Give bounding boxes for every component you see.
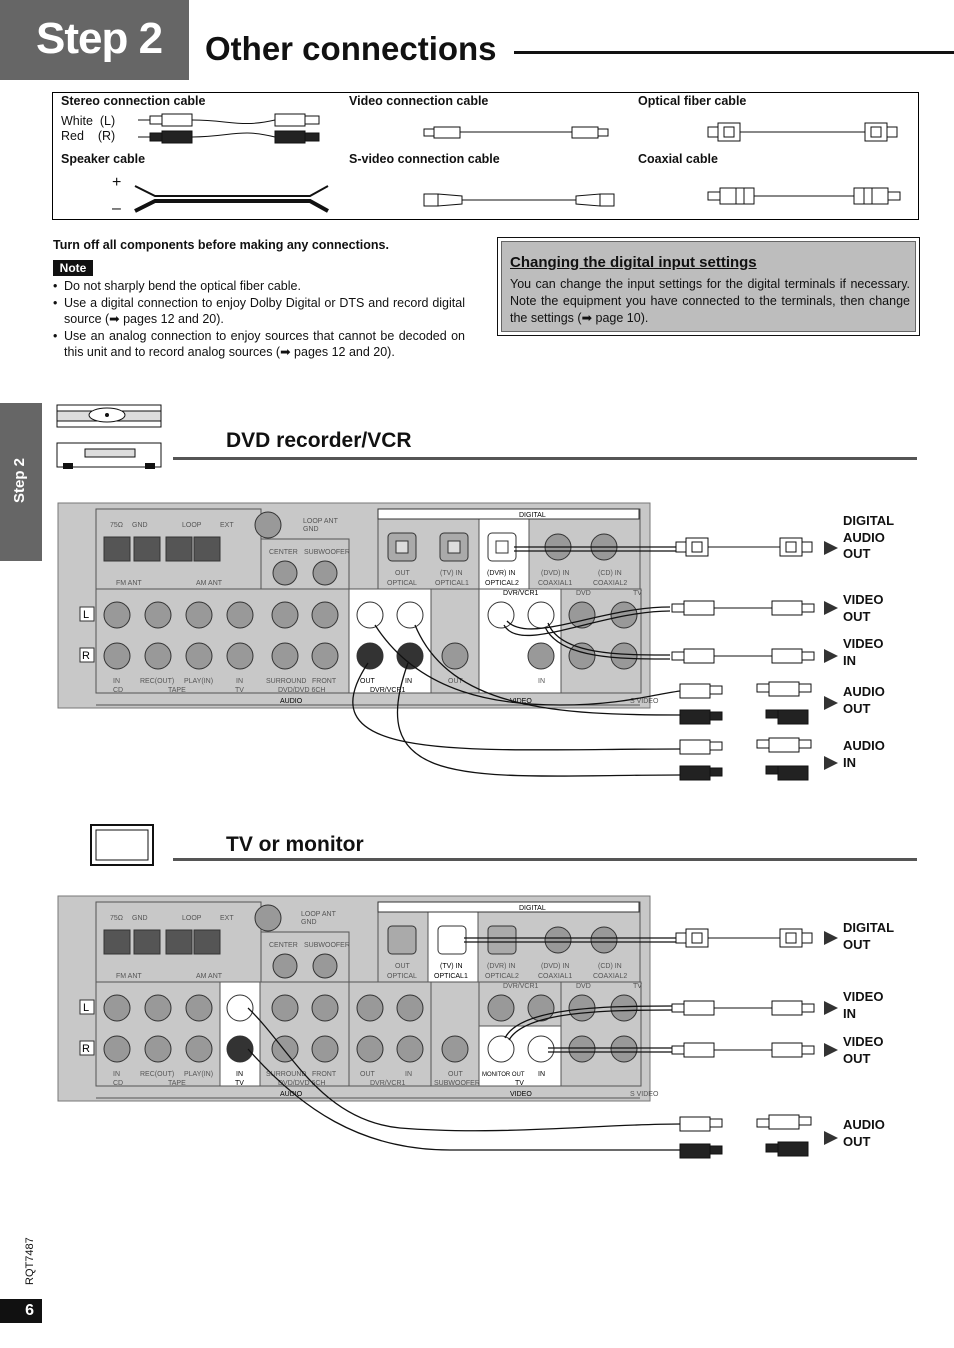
rec-out-label-2: REC(OUT): [140, 1071, 175, 1078]
digital-header-2: DIGITAL: [519, 905, 546, 912]
speaker-plus: +: [112, 174, 122, 191]
cd-group-label-2: CD: [113, 1080, 124, 1087]
dvr-out-label: OUT: [360, 678, 375, 685]
play-in-label: PLAY(IN): [184, 678, 214, 685]
dvr-in-jack-label-2: IN: [405, 1071, 412, 1078]
dvr-out-label-2: OUT: [360, 1071, 375, 1078]
loop-ant-label-2: LOOP ANT: [301, 911, 336, 918]
loop-ant-label: LOOP ANT: [303, 518, 338, 525]
ext-label-2: EXT: [220, 915, 234, 922]
front-label-2: FRONT: [312, 1071, 337, 1078]
optical-cable-title: Optical fiber cable: [638, 94, 747, 108]
video-out-label: VIDEO OUT: [843, 592, 884, 624]
left-channel-label: L: [83, 609, 90, 621]
surround-label-2: SURROUND: [266, 1071, 307, 1078]
warning-text: Turn off all components before making any connections.: [53, 238, 389, 252]
dvr-vcr-audio-label: DVR/VCR1: [370, 687, 406, 694]
tv-monitor-icon: [89, 823, 157, 869]
dvd-video-label-2: DVD: [576, 983, 591, 990]
tape-group-label-2: TAPE: [168, 1080, 186, 1087]
dvr-in-jack-label: IN: [405, 678, 412, 685]
cable-illustrations: [0, 0, 954, 230]
loop-label: LOOP: [182, 522, 202, 529]
tv-video-out-label: VIDEO OUT: [843, 1034, 884, 1066]
step-badge-text: Step 2: [36, 14, 163, 63]
digital-audio-out-label: DIGITAL AUDIO OUT: [843, 513, 895, 561]
note-list: [53, 278, 465, 361]
tv-video-in-label: VIDEO IN: [843, 989, 884, 1021]
cd-in-jack-label: IN: [113, 678, 120, 685]
cd-in-label-2: (CD) IN: [598, 963, 622, 970]
cd-in-label: (CD) IN: [598, 570, 622, 577]
optical2-label-2: OPTICAL2: [485, 973, 519, 980]
cd-group-label: CD: [113, 687, 124, 694]
dvr-vcr1-video-label: DVR/VCR1: [503, 590, 539, 597]
tv-video-group-label-2: TV: [515, 1080, 524, 1087]
tape-group-label: TAPE: [168, 687, 186, 694]
section2-rule: [173, 858, 917, 861]
optical1-label: OPTICAL1: [435, 580, 469, 587]
document-code: RQT7487: [24, 1237, 36, 1285]
dvd-recorder-connection-diagram: [0, 495, 954, 795]
stereo-cable-illustration: [138, 114, 319, 143]
tv-in-label: (TV) IN: [440, 570, 463, 577]
loop-gnd-label: GND: [303, 526, 319, 533]
optical2-label: OPTICAL2: [485, 580, 519, 587]
info-heading: Changing the digital input settings: [510, 254, 757, 271]
tv-in-jack-label-2: IN: [236, 1071, 243, 1078]
video-in-label-2: IN: [538, 1071, 545, 1078]
dvd-video-label: DVD: [576, 590, 591, 597]
side-tab-label: Step 2: [11, 457, 28, 503]
optical1-label-2: OPTICAL1: [434, 973, 468, 980]
stereo-red-label: Red (R): [61, 129, 116, 143]
tv-audio-out-label: AUDIO OUT: [843, 1117, 885, 1149]
subwoofer-group-label-2: SUBWOOFER: [434, 1080, 480, 1087]
rec-out-label: REC(OUT): [140, 678, 175, 685]
tv-group-label-2: TV: [235, 1080, 244, 1087]
sub-out-label-2: OUT: [448, 1071, 463, 1078]
info-body: You can change the input settings for the digital terminals if necessary. Note the equipment you have connected to the terminals, then change the settings (➡ page 10).: [510, 277, 910, 325]
dvr-vcr-audio-label-2: DVR/VCR1: [370, 1080, 406, 1087]
tv-monitor-connection-diagram: [0, 888, 954, 1168]
speaker-minus: –: [112, 200, 121, 217]
loop-label-2: LOOP: [182, 915, 202, 922]
gnd-label-2: GND: [132, 915, 148, 922]
section1-rule: [173, 457, 917, 460]
coaxial1-label-2: COAXIAL1: [538, 973, 573, 980]
dvr-in-label-2: (DVR) IN: [487, 963, 516, 970]
dvd-recorder-vcr-icon: [55, 403, 165, 473]
tv-video-label-2: TV: [633, 983, 642, 990]
dvd-in-label-2: (DVD) IN: [541, 963, 570, 970]
surround-label: SURROUND: [266, 678, 307, 685]
note-tag: Note: [53, 260, 93, 276]
dvr-in-label: (DVR) IN: [487, 570, 516, 577]
coaxial-cable-title: Coaxial cable: [638, 152, 718, 166]
video-group-label: VIDEO: [510, 698, 532, 705]
coaxial-cable-illustration: [708, 188, 900, 204]
subwoofer-label-2: SUBWOOFER: [304, 942, 350, 949]
audio-out-label: AUDIO OUT: [843, 684, 885, 716]
digital-input-info-box: [497, 237, 920, 336]
left-channel-label-2: L: [83, 1002, 90, 1014]
audio-in-label: AUDIO IN: [843, 738, 885, 770]
am-ant-label-2: AM ANT: [196, 973, 223, 980]
video-group-label-2: VIDEO: [510, 1091, 532, 1098]
play-in-label-2: PLAY(IN): [184, 1071, 214, 1078]
video-in-label: VIDEO IN: [843, 636, 884, 668]
note-item: • Use an analog connection to enjoy sources that cannot be decoded on this unit and to record analog sources (➡ pages 12 and 20).: [53, 328, 465, 361]
tv-digital-out-label: DIGITAL OUT: [843, 920, 895, 952]
fm-ant-label-2: FM ANT: [116, 973, 142, 980]
dvd-6ch-label: DVD/DVD 6CH: [278, 687, 326, 694]
tv-video-label: TV: [633, 590, 642, 597]
coaxial1-label: COAXIAL1: [538, 580, 573, 587]
stereo-white-label: White (L): [61, 114, 116, 128]
optical-label: OPTICAL: [387, 580, 417, 587]
note-item: • Use a digital connection to enjoy Dolby Digital or DTS and record digital source (➡ pages 12 and 20).: [53, 295, 465, 328]
svideo-cable-title: S-video connection cable: [349, 152, 500, 166]
svideo-cable-illustration: [424, 194, 614, 206]
coaxial2-label: COAXIAL2: [593, 580, 628, 587]
video-cable-illustration: [424, 127, 608, 138]
tv-group-label: TV: [235, 687, 244, 694]
optical-out-label: OUT: [395, 570, 410, 577]
tv-monitor-section-title: TV or monitor: [226, 833, 364, 856]
speaker-cable-title: Speaker cable: [61, 152, 146, 166]
stereo-cable-title: Stereo connection cable: [61, 94, 206, 108]
ant-75-label: 75Ω: [110, 522, 124, 529]
front-label: FRONT: [312, 678, 337, 685]
dvd-in-label: (DVD) IN: [541, 570, 570, 577]
optical-label-2: OPTICAL: [387, 973, 417, 980]
s-video-label: S VIDEO: [630, 698, 659, 705]
dvd-6ch-label-2: DVD/DVD 6CH: [278, 1080, 326, 1087]
am-ant-label: AM ANT: [196, 580, 223, 587]
sub-out-label: OUT: [448, 678, 463, 685]
tv-in-jack-label: IN: [236, 678, 243, 685]
ant-75-label-2: 75Ω: [110, 915, 124, 922]
dvd-recorder-section-title: DVD recorder/VCR: [226, 429, 412, 452]
speaker-cable-illustration: [135, 186, 328, 211]
coaxial2-label-2: COAXIAL2: [593, 973, 628, 980]
dvr-vcr1-video-label-2: DVR/VCR1: [503, 983, 539, 990]
cd-in-jack-label-2: IN: [113, 1071, 120, 1078]
info-box-inner: [501, 241, 916, 332]
page-number: 6: [0, 1299, 42, 1323]
tv-in-label-2: (TV) IN: [440, 963, 463, 970]
note-item: • Do not sharply bend the optical fiber cable.: [53, 278, 465, 295]
page-title: Other connections: [205, 30, 497, 67]
s-video-label-2: S VIDEO: [630, 1091, 659, 1098]
optical-out-label-2: OUT: [395, 963, 410, 970]
fm-ant-label: FM ANT: [116, 580, 142, 587]
right-channel-label-2: R: [82, 1043, 90, 1055]
audio-group-label: AUDIO: [280, 698, 303, 705]
center-label-2: CENTER: [269, 942, 298, 949]
monitor-out-label-2: MONITOR OUT: [482, 1072, 525, 1078]
right-channel-label: R: [82, 650, 90, 662]
center-label: CENTER: [269, 549, 298, 556]
video-in-label: IN: [538, 678, 545, 685]
video-cable-title: Video connection cable: [349, 94, 489, 108]
digital-header: DIGITAL: [519, 512, 546, 519]
audio-group-label-2: AUDIO: [280, 1091, 303, 1098]
optical-cable-illustration: [708, 123, 897, 141]
loop-gnd-label-2: GND: [301, 919, 317, 926]
subwoofer-label: SUBWOOFER: [304, 549, 350, 556]
gnd-label: GND: [132, 522, 148, 529]
ext-label: EXT: [220, 522, 234, 529]
